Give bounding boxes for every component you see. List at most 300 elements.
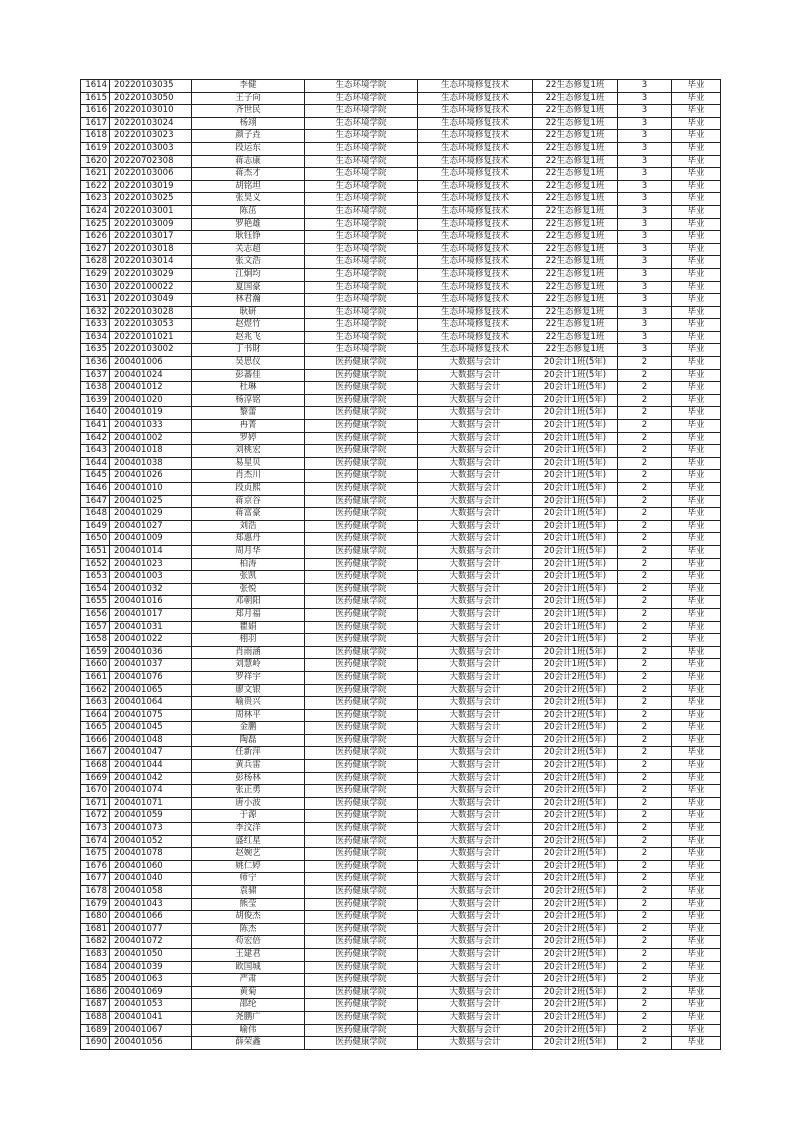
student-id-cell: 20220103014 [110,256,192,269]
duration-cell: 2 [618,911,672,924]
college-cell: 医药健康学院 [305,923,418,936]
major-cell: 生态环境修复技术 [418,168,533,181]
duration-cell: 2 [618,646,672,659]
duration-cell: 3 [618,155,672,168]
table-row [81,256,721,269]
row-number-cell: 1614 [81,80,110,93]
row-number-cell: 1652 [81,558,110,571]
college-cell: 医药健康学院 [305,495,418,508]
student-name-cell: 邵纶 [192,999,305,1012]
student-name-cell: 黎蕾 [192,407,305,420]
duration-cell: 2 [618,659,672,672]
student-id-cell: 200401065 [110,684,192,697]
duration-cell: 3 [618,130,672,143]
table-row [81,117,721,130]
duration-cell: 2 [618,948,672,961]
class-cell: 20会计2班(5年) [533,797,618,810]
class-cell: 22生态修复1班 [533,205,618,218]
class-cell: 20会计1班(5年) [533,558,618,571]
duration-cell: 2 [618,734,672,747]
major-cell: 大数据与会计 [418,394,533,407]
student-id-cell: 200401073 [110,823,192,836]
major-cell: 大数据与会计 [418,520,533,533]
major-cell: 大数据与会计 [418,923,533,936]
duration-cell: 2 [618,571,672,584]
student-name-cell: 刘桃宏 [192,445,305,458]
student-name-cell: 蒋京谷 [192,495,305,508]
status-cell: 毕业 [672,634,721,647]
class-cell: 22生态修复1班 [533,243,618,256]
row-number-cell: 1648 [81,508,110,521]
status-cell: 毕业 [672,369,721,382]
table-row [81,936,721,949]
major-cell: 生态环境修复技术 [418,130,533,143]
class-cell: 20会计1班(5年) [533,634,618,647]
student-name-cell: 陈杰 [192,923,305,936]
duration-cell: 2 [618,697,672,710]
table-row [81,331,721,344]
student-id-cell: 200401037 [110,659,192,672]
status-cell: 毕业 [672,268,721,281]
college-cell: 医药健康学院 [305,394,418,407]
status-cell: 毕业 [672,886,721,899]
row-number-cell: 1655 [81,596,110,609]
student-id-cell: 200401047 [110,747,192,760]
student-name-cell: 肖杰川 [192,470,305,483]
student-name-cell: 夏国豪 [192,281,305,294]
duration-cell: 2 [618,860,672,873]
major-cell: 大数据与会计 [418,747,533,760]
student-id-cell: 20220103035 [110,80,192,93]
major-cell: 大数据与会计 [418,936,533,949]
table-row [81,646,721,659]
table-row [81,911,721,924]
student-id-cell: 200401078 [110,848,192,861]
student-name-cell: 姚仁婷 [192,860,305,873]
class-cell: 20会计2班(5年) [533,1011,618,1024]
major-cell: 大数据与会计 [418,999,533,1012]
student-name-cell: 师宁 [192,873,305,886]
table-row [81,835,721,848]
student-name-cell: 张悦 [192,583,305,596]
class-cell: 22生态修复1班 [533,268,618,281]
major-cell: 生态环境修复技术 [418,180,533,193]
duration-cell: 2 [618,495,672,508]
student-name-cell: 耿钰铮 [192,231,305,244]
status-cell: 毕业 [672,898,721,911]
row-number-cell: 1674 [81,835,110,848]
college-cell: 医药健康学院 [305,583,418,596]
college-cell: 生态环境学院 [305,268,418,281]
status-cell: 毕业 [672,722,721,735]
class-cell: 22生态修复1班 [533,344,618,357]
major-cell: 大数据与会计 [418,646,533,659]
college-cell: 生态环境学院 [305,130,418,143]
status-cell: 毕业 [672,382,721,395]
college-cell: 生态环境学院 [305,331,418,344]
duration-cell: 3 [618,281,672,294]
class-cell: 22生态修复1班 [533,105,618,118]
row-number-cell: 1640 [81,407,110,420]
student-id-cell: 200401063 [110,974,192,987]
student-name-cell: 李健 [192,80,305,93]
student-name-cell: 易星贝 [192,457,305,470]
major-cell: 大数据与会计 [418,986,533,999]
status-cell: 毕业 [672,256,721,269]
duration-cell: 2 [618,823,672,836]
college-cell: 医药健康学院 [305,470,418,483]
status-cell: 毕业 [672,218,721,231]
class-cell: 22生态修复1班 [533,331,618,344]
student-name-cell: 陶磊 [192,734,305,747]
student-id-cell: 200401012 [110,382,192,395]
duration-cell: 2 [618,608,672,621]
duration-cell: 2 [618,709,672,722]
major-cell: 大数据与会计 [418,583,533,596]
major-cell: 生态环境修复技术 [418,142,533,155]
duration-cell: 2 [618,986,672,999]
row-number-cell: 1616 [81,105,110,118]
class-cell: 20会计1班(5年) [533,457,618,470]
student-name-cell: 熊莹 [192,898,305,911]
class-cell: 20会计1班(5年) [533,520,618,533]
student-id-cell: 200401045 [110,722,192,735]
table-row [81,923,721,936]
college-cell: 医药健康学院 [305,357,418,370]
student-name-cell: 彭杨林 [192,772,305,785]
row-number-cell: 1663 [81,697,110,710]
row-number-cell: 1675 [81,848,110,861]
class-cell: 22生态修复1班 [533,256,618,269]
student-name-cell: 袁骕 [192,886,305,899]
status-cell: 毕业 [672,760,721,773]
status-cell: 毕业 [672,508,721,521]
student-id-cell: 200401056 [110,1037,192,1050]
student-id-cell: 200401071 [110,797,192,810]
student-name-cell: 胡铭坦 [192,180,305,193]
class-cell: 20会计2班(5年) [533,873,618,886]
major-cell: 大数据与会计 [418,810,533,823]
table-row [81,823,721,836]
duration-cell: 3 [618,193,672,206]
student-id-cell: 20220103023 [110,130,192,143]
table-row [81,483,721,496]
row-number-cell: 1679 [81,898,110,911]
duration-cell: 2 [618,684,672,697]
college-cell: 生态环境学院 [305,281,418,294]
status-cell: 毕业 [672,999,721,1012]
duration-cell: 2 [618,357,672,370]
college-cell: 生态环境学院 [305,80,418,93]
row-number-cell: 1642 [81,432,110,445]
duration-cell: 3 [618,105,672,118]
status-cell: 毕业 [672,180,721,193]
major-cell: 生态环境修复技术 [418,231,533,244]
duration-cell: 3 [618,331,672,344]
student-name-cell: 严肃 [192,974,305,987]
status-cell: 毕业 [672,545,721,558]
major-cell: 大数据与会计 [418,785,533,798]
row-number-cell: 1676 [81,860,110,873]
class-cell: 20会计2班(5年) [533,709,618,722]
college-cell: 医药健康学院 [305,772,418,785]
row-number-cell: 1685 [81,974,110,987]
duration-cell: 3 [618,268,672,281]
table-row [81,772,721,785]
status-cell: 毕业 [672,558,721,571]
status-cell: 毕业 [672,205,721,218]
table-body [81,80,721,1050]
student-name-cell: 江炯均 [192,268,305,281]
student-name-cell: 郑惠丹 [192,533,305,546]
table-row [81,294,721,307]
major-cell: 大数据与会计 [418,772,533,785]
row-number-cell: 1644 [81,457,110,470]
college-cell: 医药健康学院 [305,936,418,949]
table-row [81,747,721,760]
college-cell: 医药健康学院 [305,709,418,722]
student-id-cell: 20220103053 [110,319,192,332]
duration-cell: 2 [618,432,672,445]
student-id-cell: 200401075 [110,709,192,722]
student-name-cell: 王建君 [192,948,305,961]
student-name-cell: 郑月福 [192,608,305,621]
student-name-cell: 李汶洋 [192,823,305,836]
duration-cell: 2 [618,873,672,886]
status-cell: 毕业 [672,974,721,987]
status-cell: 毕业 [672,873,721,886]
student-id-cell: 20220103006 [110,168,192,181]
duration-cell: 2 [618,470,672,483]
class-cell: 20会计2班(5年) [533,785,618,798]
college-cell: 医药健康学院 [305,533,418,546]
table-row [81,168,721,181]
table-row [81,520,721,533]
status-cell: 毕业 [672,772,721,785]
duration-cell: 2 [618,936,672,949]
table-row [81,394,721,407]
status-cell: 毕业 [672,331,721,344]
class-cell: 20会计2班(5年) [533,772,618,785]
major-cell: 大数据与会计 [418,961,533,974]
row-number-cell: 1684 [81,961,110,974]
college-cell: 生态环境学院 [305,243,418,256]
duration-cell: 2 [618,457,672,470]
major-cell: 大数据与会计 [418,634,533,647]
table-row [81,268,721,281]
class-cell: 20会计1班(5年) [533,369,618,382]
college-cell: 医药健康学院 [305,760,418,773]
student-name-cell: 黄菊 [192,986,305,999]
student-id-cell: 200401041 [110,1011,192,1024]
major-cell: 大数据与会计 [418,432,533,445]
table-row [81,734,721,747]
major-cell: 大数据与会计 [418,558,533,571]
class-cell: 20会计2班(5年) [533,911,618,924]
class-cell: 20会计2班(5年) [533,722,618,735]
college-cell: 医药健康学院 [305,1011,418,1024]
row-number-cell: 1624 [81,205,110,218]
major-cell: 大数据与会计 [418,457,533,470]
student-id-cell: 20220103029 [110,268,192,281]
student-name-cell: 赵兆飞 [192,331,305,344]
class-cell: 20会计1班(5年) [533,545,618,558]
student-id-cell: 20220103024 [110,117,192,130]
major-cell: 大数据与会计 [418,420,533,433]
major-cell: 大数据与会计 [418,1024,533,1037]
graduate-list-table [80,79,721,1050]
class-cell: 20会计1班(5年) [533,621,618,634]
status-cell: 毕业 [672,697,721,710]
duration-cell: 2 [618,583,672,596]
row-number-cell: 1662 [81,684,110,697]
student-id-cell: 200401033 [110,420,192,433]
college-cell: 医药健康学院 [305,898,418,911]
status-cell: 毕业 [672,961,721,974]
status-cell: 毕业 [672,848,721,861]
duration-cell: 3 [618,294,672,307]
student-id-cell: 20220103018 [110,243,192,256]
major-cell: 生态环境修复技术 [418,218,533,231]
duration-cell: 2 [618,369,672,382]
major-cell: 大数据与会计 [418,445,533,458]
status-cell: 毕业 [672,621,721,634]
duration-cell: 3 [618,117,672,130]
row-number-cell: 1615 [81,92,110,105]
class-cell: 20会计2班(5年) [533,747,618,760]
status-cell: 毕业 [672,709,721,722]
major-cell: 大数据与会计 [418,848,533,861]
college-cell: 医药健康学院 [305,974,418,987]
status-cell: 毕业 [672,432,721,445]
college-cell: 医药健康学院 [305,621,418,634]
status-cell: 毕业 [672,797,721,810]
major-cell: 生态环境修复技术 [418,155,533,168]
class-cell: 22生态修复1班 [533,294,618,307]
row-number-cell: 1661 [81,671,110,684]
duration-cell: 2 [618,596,672,609]
student-id-cell: 200401018 [110,445,192,458]
college-cell: 生态环境学院 [305,180,418,193]
college-cell: 生态环境学院 [305,231,418,244]
table-row [81,558,721,571]
class-cell: 20会计1班(5年) [533,533,618,546]
row-number-cell: 1637 [81,369,110,382]
duration-cell: 2 [618,483,672,496]
student-id-cell: 200401003 [110,571,192,584]
status-cell: 毕业 [672,445,721,458]
college-cell: 生态环境学院 [305,344,418,357]
class-cell: 22生态修复1班 [533,155,618,168]
duration-cell: 2 [618,621,672,634]
student-id-cell: 20220103017 [110,231,192,244]
college-cell: 医药健康学院 [305,810,418,823]
table-row [81,92,721,105]
major-cell: 大数据与会计 [418,608,533,621]
student-name-cell: 林君瀚 [192,294,305,307]
table-row [81,344,721,357]
student-name-cell: 蒋志康 [192,155,305,168]
major-cell: 生态环境修复技术 [418,80,533,93]
student-name-cell: 吴思仪 [192,357,305,370]
class-cell: 20会计2班(5年) [533,760,618,773]
student-id-cell: 200401058 [110,886,192,899]
table-row [81,205,721,218]
college-cell: 生态环境学院 [305,319,418,332]
status-cell: 毕业 [672,608,721,621]
student-id-cell: 20220103003 [110,142,192,155]
major-cell: 大数据与会计 [418,571,533,584]
college-cell: 生态环境学院 [305,142,418,155]
row-number-cell: 1677 [81,873,110,886]
class-cell: 20会计2班(5年) [533,671,618,684]
table-row [81,697,721,710]
table-row [81,1024,721,1037]
status-cell: 毕业 [672,457,721,470]
duration-cell: 2 [618,810,672,823]
student-name-cell: 刘浩 [192,520,305,533]
college-cell: 医药健康学院 [305,684,418,697]
college-cell: 医药健康学院 [305,571,418,584]
duration-cell: 3 [618,180,672,193]
class-cell: 20会计2班(5年) [533,886,618,899]
student-id-cell: 20220702308 [110,155,192,168]
college-cell: 生态环境学院 [305,168,418,181]
student-name-cell: 丁书財 [192,344,305,357]
status-cell: 毕业 [672,646,721,659]
status-cell: 毕业 [672,923,721,936]
student-name-cell: 邓朝阳 [192,596,305,609]
class-cell: 22生态修复1班 [533,193,618,206]
table-row [81,470,721,483]
row-number-cell: 1682 [81,936,110,949]
college-cell: 医药健康学院 [305,671,418,684]
row-number-cell: 1653 [81,571,110,584]
duration-cell: 2 [618,1037,672,1050]
table-row [81,974,721,987]
student-name-cell: 杨淳铭 [192,394,305,407]
duration-cell: 2 [618,923,672,936]
student-id-cell: 200401039 [110,961,192,974]
table-row [81,457,721,470]
student-id-cell: 200401009 [110,533,192,546]
table-row [81,533,721,546]
student-id-cell: 20220103019 [110,180,192,193]
row-number-cell: 1645 [81,470,110,483]
duration-cell: 2 [618,545,672,558]
table-row [81,810,721,823]
row-number-cell: 1636 [81,357,110,370]
table-row [81,898,721,911]
table-row [81,860,721,873]
table-row [81,130,721,143]
table-row [81,999,721,1012]
status-cell: 毕业 [672,659,721,672]
status-cell: 毕业 [672,155,721,168]
row-number-cell: 1628 [81,256,110,269]
student-id-cell: 20220103002 [110,344,192,357]
student-id-cell: 200401029 [110,508,192,521]
college-cell: 医药健康学院 [305,986,418,999]
table-row [81,319,721,332]
status-cell: 毕业 [672,684,721,697]
table-row [81,797,721,810]
status-cell: 毕业 [672,596,721,609]
duration-cell: 3 [618,92,672,105]
student-id-cell: 200401006 [110,357,192,370]
major-cell: 大数据与会计 [418,974,533,987]
student-name-cell: 盛红星 [192,835,305,848]
